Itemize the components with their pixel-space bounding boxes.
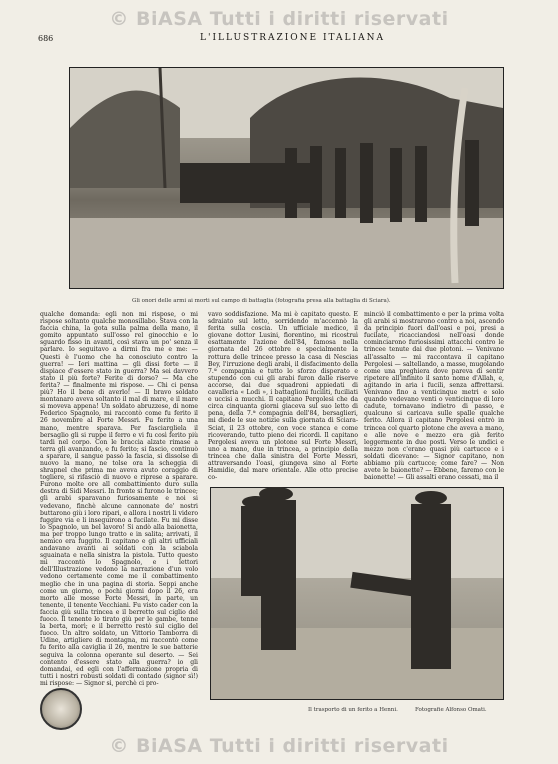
photo2-credit: Fotografie Alfonso Omati. (415, 707, 487, 713)
watermark-top: © BiASA Tutti i diritti riservati (109, 8, 449, 30)
column1-text: qualche domanda: egli non mi rispose, o mi rispose soltanto qualche monosillabo. Stava con la faccia china, la gota sulla palma della mano, il gomito appuntato sull'osso rel ginocchio e lo sguardo fisso in avanti, così stava un po' senza il parlare. Io seguitavo a dirmi fra me e me: — Questi è l'uomo che ha conosciuto contro la guerra! — Ieri mattina — gli dissi forte — il dispiace d'essere stato in guerra? Ma sei davvero stato il più forte? Ferite di dorso? — Ma che ferita? — finalmente mi rispose. — Chi ci pensa più? Ho il bene di averlo! — Il bravo soldato montanaro aveva soltanto il mal di mare, e il mare si moveva appena! Un soldato abruzzese, di nome Federico Spagnolo, mi raccontò come fu ferito il 26 novembre al Forte Messri. Fu ferito a una mano, mentre sparava. Per fasciargliela il bersaglio gli si ruppe il ferro e vi fu così ferito più tardi nel corpo. Con le braccia alzate rimase a terra gli avanzando, e fu ferito; si fascio, continuò a sparare, il sangue passò la fascia, si dissolse di nuovo la mano, ne tolse ora la scheggia di shrapnel che prima me aveva avuto coraggio di togliere, si rifasciò di nuovo e riprese a sparare. Furono molte ore all combattimento duro sulla destra di Sidi Messri. In fronte si furono le trincee; gli arabi sparavano furiosamente e noi si vedevano, finchè alcune cannonate de' nostri buttarono giù i loro ripari, e allora i nostri li videro fuggire via e li inseguirono a fucilate. Fu mi disse lo Spagnolo, un bel lavoro! Si andò alla baionetta, ma per troppo lungo tratto e in salita; arrivati, il nemico era fuggito. Il capitano e gli altri ufficiali andavano avanti ai soldati con la sciabola sguainata e nella sinistra la pistola. Tutto questo mi raccontò lo Spagnolo, e i lettori dell'Illustrazione vedono la narrazione d'un volo vedono certamente come me il combattimento meglio che in una pagina di storia. Seppi anche come un giorno, o pochi giorni dopo il 26, era morto alle mosse Forte Messri, in parte, un tenente, il tenente Vecchiani. Fu visto cader con la faccia giù sulla trincea e il berretto sul ciglio del fuoco. Il tenente lo tirato giù per le gambe, tenne la berta, morì; e il berretto restò sul ciglio del fuoco. Un altro soldato, un Vittorio Tamborra di Udine, artigliere di montagna, mi raccontò come fu ferito alla caviglia il 26, mentre le sue batterie seguiva la colonna operante sul deserto. — Sei contento d'essere stato alla guerra? io gli domandai, ed egli con l'affermazione propria di tutti i nostri robusti soldati di contado (signor sì!) mi rispose: — Signor sì, perchè ci pro- (40, 311, 198, 687)
running-title: L'ILLUSTRAZIONE ITALIANA (200, 33, 385, 43)
text-column-1 (40, 311, 198, 687)
library-stamp (40, 688, 82, 730)
page-number: 686 (38, 34, 54, 43)
column2-text: vavo soddisfazione. Ma mi è capitato questo. E sdraiato sul letto, sorridendo m'accennò la ferita sulla coscia. Un ufficiale medico, il giovane dottor Lusini, fiorentino, mi ricostruì esattamente l'azione dell'84, famosa nella giornata del 26 ottobre e specialmente la rottura delle trincee presso la casa di Nescias Bey, l'irruzione degli arabi, il disfacimento della 7.ª compagnia e tutto lo sforzo disperato e stupendo con cui gli arabi furon dalle riserve accorse, dai due squadroni appiedati di cavalleria « Lodi », i battaglioni fuciliti, fuciliati e uccisi a mucchi. Il capitano Pergolesi che da circa cinquanta giorni giaceva sul suo letto di pena, della 7.ª compagnia dell'84, bersaglieri, mi diede le sue notizie sulla giornata di Sciara-Sciat, il 23 ottobre, con voce stanca e come ricoverando, tutto pieno dei ricordi. Il capitano Pergolesi aveva un plotone sul Forte Messri, uno a mano, due in trincea, a principio della trincea che dalla sinistra del Forte Messri, attraversando l'oasi, giungeva sino al Forte Hamidie, dal mare orientale. Alle otto precise co- (208, 311, 358, 482)
column3-text: minciò il combattimento e per la prima volta gli arabi si mostrarono contro a noi, ascendo da principio fuori dall'oasi e poi, presi a fucilate, ricacciandosi nell'oasi donde cominciarono furiosissimi attacchi contro le trincee tenute dai due plotoni. — Venivano all'assalto — mi raccontava il capitano Pergolesi — saltellando, a masse, mugolando come una preghiera dove pareva di sentir ripetere all'infinito il santo nome d'Allah, e, agitando in aria i fucili, senza affrettarsi. Venivano fino a venticinque metri e solo quando vedevano venti o venticinque di loro cadute, tornavano indietro di passo, e qualcuno si caricava sulle spalle qualche ferito. Allora il capitano Pergolesi entrò in trincea col quarto plotone che aveva a mano, e alle nove e mezzo era già ferito leggermente in due posti. Verso le undici e mezzo non c'erano quasi più cartucce e i soldati dicevano: — Signor capitano, non abbiamo più cartucce; come fare? — Non avete le baionette? — Ebbene, faremo con le baionette! — Gli assalti erano cessati, ma il (364, 311, 504, 482)
photo-wounded-transport (210, 487, 504, 700)
watermark-bottom: © BiASA Tutti i diritti riservati (109, 735, 449, 757)
text-column-3 (364, 311, 504, 482)
text-column-2 (208, 311, 358, 482)
photo-transport-illustration (211, 488, 503, 699)
photo-honors-illustration (70, 68, 503, 288)
photo2-caption: Il trasporto di un ferito a Henni. (308, 707, 398, 713)
photo1-caption: Gli onori delle armi ai morti sul campo di battaglia (fotografia presa alla battaglia di Sciara). (132, 298, 391, 304)
photo-honors-to-the-dead (69, 67, 504, 289)
